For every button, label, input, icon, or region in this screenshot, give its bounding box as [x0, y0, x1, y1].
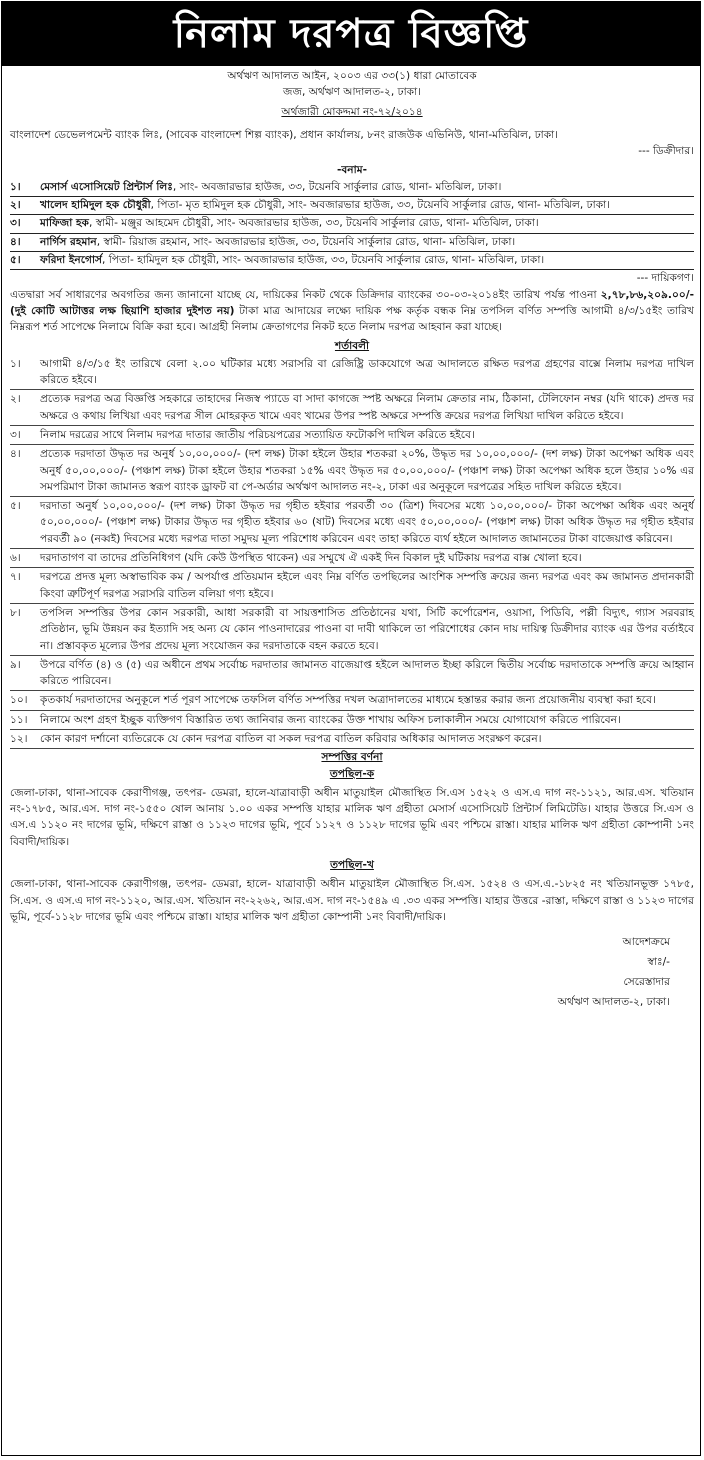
condition-text: আগামী ৪/৩/১৫ ইং তারিখে বেলা ২.০০ ঘটিকার মধ্যে সরাসরি বা রেজিষ্ট্রি ডাকযোগে অত্র আদালতে রক্ষিত দরপত্র গ্রহণের বাক্সে নিলাম দরপত্র দাখিল করিতে হইবে। — [40, 357, 694, 387]
condition-number: ১২। — [10, 732, 28, 745]
court-act-line: অর্থঋণ আদালত আইন, ২০০৩ এর ৩৩(১) ধারা মোতাবেক — [227, 70, 477, 82]
condition-item — [10, 390, 694, 426]
party-details: , স্বামী- রিয়াজ রহমান, সাং- অবজারভার হাউজ, ৩৩, টয়েনবি সার্কুলার রোড, থানা- মতিঝিল, ঢাকা। — [96, 235, 516, 248]
signature-designation: সেরেস্তাদার — [623, 976, 670, 989]
signature-order-line: আদেশক্রমে — [622, 936, 670, 949]
condition-text: প্রত্যেক দরপত্র অত্র বিজ্ঞপ্তি সহকারে তাহাদের নিজস্ব প্যাডে বা সাদা কাগজে স্পষ্ট অক্ষরে নিলাম ক্রেতার নাম, ঠিকানা, টেলিফোন নম্বর (যদি থাকে) প্রদত্ত দর অক্ষরে ও কথায় লিখিয়া এবং দরপত্র সীল মোহরকৃত খামে এবং খামের উপর স্পষ্ট অক্ষরে সম্পত্তি ক্রয়ের দরপত্র লিখিয়া দাখিল করিতে হইবে। — [40, 393, 694, 422]
court-name-line: জজ, অর্থঋণ আদালত-২, ঢাকা। — [283, 86, 421, 99]
condition-item — [10, 730, 694, 749]
notice-paragraph — [10, 287, 694, 336]
notice-title-banner: নিলাম দরপত্র বিজ্ঞপ্তি — [2, 2, 700, 66]
party-item — [10, 215, 694, 233]
party-name: মেসার্স এসোসিয়েট প্রিন্টার্স লিঃ — [40, 180, 173, 193]
party-number: ২। — [10, 199, 21, 212]
versus-label: -বনাম- — [337, 164, 367, 177]
signature-court: অর্থঋণ আদালত-২, ঢাকা। — [557, 996, 670, 1009]
condition-number: ১১। — [10, 713, 28, 726]
party-item — [10, 234, 694, 252]
condition-text: প্রত্যেক দরদাতা উদ্ধৃত দর অনুর্ধ ১০,০০,০০০/- (দশ লক্ষ) টাকা হইলে উহার শতকরা ২০%, উদ্ধৃত দর ১০,০০,০০০/- (দশ লক্ষ) টাকা অপেক্ষা অধিক এবং অনুর্ধ ৫০,০০,০০০/- (পঞ্চাশ লক্ষ) টাকা হইলে উহার শতকরা ১৫% এবং উদ্ধৃত দর ৫০,০০,০০০/- (পঞ্চাশ লক্ষ) টাকা অপেক্ষা অধিক হলে উহার ১০% এর সমপরিমাণ টাকা জামানত স্বরূপ ব্যাংক ড্রাফট বা পে-অর্ডার অর্থঋণ আদালত নং-২, ঢাকা এর অনুকূলে দরপত্রের সহিত দাখিল করিতে হইবে। — [40, 448, 694, 493]
notice-amount: ২,৭৮,৮৬,২০৯.০০/- (দুই কোটি আটাত্তর লক্ষ ছিয়াশি হাজার দুইশত নয়) — [10, 288, 694, 317]
party-name: খালেদ হামিদুল হক চৌধুরী — [40, 199, 151, 212]
condition-number: ৬। — [10, 552, 21, 565]
tender-notice-page — [1, 1, 701, 1456]
condition-item — [10, 426, 694, 445]
condition-item — [10, 497, 694, 549]
conditions-title: শর্তাবলী — [334, 340, 370, 353]
condition-item — [10, 549, 694, 568]
condition-text: দরদাতাগণ বা তাদের প্রতিনিধিগণ (যদি কেউ উপস্থিত থাকেন) এর সম্মুখে ঐ একই দিন বিকাল দুই ঘটিকায় দরপত্র বাক্স খোলা হবে। — [40, 552, 582, 565]
schedule-a-text: জেলা-ঢাকা, থানা-সাবেক কেরাণীগঞ্জ, তৎপর- ডেমরা, হালে-যাত্রাবাড়ী অধীন মাতুয়াইল মৌজাস্থিত সি.এস ১৫২২ ও এস.এ দাগ নং-১১২১, আর.এস. খতিয়ান নং-১৭৮৫, আর.এস. দাগ নং-১৫৫০ ষোল আনায় ১.০০ একর সম্পত্তি যাহার মালিক ঋণ গ্রহীতা মেসার্স এসোসিয়েট প্রিন্টার্স লিমিটেডি। যাহার উত্তরে সি.এস ও এস.এ ১১২০ নং দাগের ভূমি, দক্ষিণে রাস্তা ও ১১২৩ দাগের ভূমি, পূর্বে ১১২৭ ও ১১২৮ দাগের ভূমি এবং পশ্চিমে রাস্তা। যাহার মালিক ঋণ গ্রহীতা কোম্পানী ১নং বিবাদী/দায়িক। — [10, 786, 694, 848]
notice-text-part1: এতদ্বারা সর্ব সাধারণের অবগতির জন্য জানানো যাচ্ছে যে, দায়িকের নিকট থেকে ডিক্রিদার ব্যাংকের ৩০-০৩-২০১৪ইং তারিখ পর্যন্ত পাওনা — [10, 288, 601, 301]
schedule-b-text: জেলা-ঢাকা, থানা-সাবেক কেরাণীগঞ্জ, তৎপর- ডেমরা, হালে- যাত্রাবাড়ী অধীন মাতুয়াইল মৌজাস্থিত সি.এস. ১৫২৪ ও এস.এ.-১৮২৫ নং খতিয়ানভূক্ত ১৭৮৫, সি.এস. ও এস.এ দাগ নং-১১২০, আর.এস. খতিয়ান নং-২২৬২, আর.এস. দাগ নং-১৫৪৯ এ .৩৩ একর সম্পত্তি। যাহার উত্তরে -রাস্তা, দক্ষিণে রাস্তা ও ১১২৩ দাগের ভূমি, পূর্বে-১১২৮ দাগের ভূমি এবং পশ্চিমে রাস্তা। যাহার মালিক ঋণ গ্রহীতা কোম্পানী ১নং বিবাদী/দায়িক। — [10, 878, 694, 923]
notice-text-part2: টাকা মাত্র আদায়ের লক্ষ্যে দায়িক পক্ষ কর্তৃক বন্ধক নিম্ন তপসিল বর্ণিত সম্পত্তি আগামী ৪/৩/১৫ইং তারিখ নিম্নরূপ শর্ত সাপেক্ষে নিলামে বিক্রি করা হবে। আগ্রহী নিলাম ক্রেতাগণের নিকট হতে নিলাম দরপত্র আহবান করা যাচ্ছে। — [10, 304, 694, 334]
condition-text: কোন কারণ দর্শানো ব্যতিরেকে যে কোন দরপত্র বাতিল বা সকল দরপত্র বাতিল করিবার অধিকার আদালত সংরক্ষণ করেন। — [40, 732, 542, 745]
signature-sign-line: স্বাঃ/- — [647, 956, 670, 969]
party-name: ফরিদা ইনগোর্স — [40, 253, 103, 266]
condition-item — [10, 568, 694, 604]
case-number: অর্থজারী মোকদ্দমা নং-৭২/২০১৪ — [281, 105, 423, 118]
party-item — [10, 179, 694, 197]
condition-item — [10, 656, 694, 692]
condition-item — [10, 604, 694, 656]
condition-number: ৯। — [10, 658, 21, 671]
condition-text: দরপত্রে প্রদত্ত মূল্য অস্বাভাবিক কম / অপর্যাপ্ত প্রতিয়মান হইলে এবং নিম্ন বর্ণিত তপছিলের আংশিক সম্পত্তি ক্রয়ের জন্য দরপত্র এবং কম জামানত প্রদানকারী কিংবা ত্রুটিপূর্ণ দরপত্র সরাসরি বাতিল বলিয়া গণ্য হইবে। — [40, 571, 694, 600]
signature-block — [10, 932, 694, 1012]
condition-text: উপরে বর্ণিত (৪) ও (৫) এর অধীনে প্রথম সর্বোচ্চ দরদাতার জামানত বাজেয়াপ্ত হইলে আদালত ইচ্ছা করিলে দ্বিতীয় সর্বোচ্চ দরদাতাকে সম্পত্তি ক্রয়ে আহ্বান করিতে পারিবেন। — [40, 658, 694, 688]
parties-list — [10, 179, 694, 270]
party-number: ১। — [10, 180, 21, 193]
condition-item — [10, 711, 694, 730]
condition-text: নিলামে অংশ গ্রহণ ইচ্ছুক ব্যক্তিগণ বিস্তারিত তথ্য জানিবার জন্য ব্যাংকের উক্ত শাখায় অফিস চলাকালীন সময়ে যোগাযোগ করিতে পারিবেন। — [40, 713, 621, 726]
party-number: ৩। — [10, 217, 21, 230]
party-name: মাফিজা হক — [40, 217, 89, 230]
condition-number: ৭। — [10, 571, 21, 584]
decree-holder-label: --- ডিক্রীদার। — [638, 145, 694, 158]
condition-number: ১। — [10, 357, 21, 370]
schedule-a-title: তপছিল-ক — [329, 767, 375, 780]
condition-item — [10, 691, 694, 710]
party-details: , স্বামী- মঞ্জুর আহমেদ চৌধুরী, সাং- অবজারভার হাউজ, ৩৩, টয়েনবি সার্কুলার রোড, থানা- মতিঝিল, ঢাকা। — [88, 217, 539, 230]
party-details: , পিতা- হামিদুল হক চৌধুরী, সাং- অবজারভার হাউজ, ৩৩, টয়েনবি সার্কুলার রোড, থানা- মতিঝিল, ঢাকা। — [102, 253, 545, 266]
condition-text: নিলাম দরত্রের সাথে নিলাম দরপত্র দাতার জাতীয় পরিচয়পত্রের সত্যায়িত ফটোকপি দাখিল করিতে হইবে। — [40, 428, 475, 441]
condition-number: ১০। — [10, 694, 28, 707]
condition-number: ৪। — [10, 448, 21, 461]
party-details: , সাং- অবজারভার হাউজ, ৩৩, টয়েনবি সার্কুলার রোড, থানা- মতিঝিল, ঢাকা। — [172, 180, 502, 193]
condition-text: কৃতকার্য দরদাতাদের অনুকূলে শর্ত পূরণ সাপেক্ষে তফসিল বর্ণিত সম্পত্তির দখল অত্রাদালতের মাধ্যমে হস্তান্তর করার জন্য প্রয়োজনীয় ব্যবস্থা করা হবে। — [40, 694, 656, 707]
decree-holder-text: বাংলাদেশ ডেভেলপমেন্ট ব্যাংক লিঃ, (সাবেক বাংলাদেশ শিল্প ব্যাংক), প্রধান কার্যালয়, ৮নং রাজউক এভিনিউ, থানা-মতিঝিল, ঢাকা। — [10, 128, 559, 141]
party-number: ৫। — [10, 253, 21, 266]
condition-number: ৫। — [10, 500, 21, 513]
party-name: নার্গিস রহমান — [40, 235, 97, 248]
condition-text: দরদাতা অনুর্ধ ১০,০০,০০০/- (দশ লক্ষ) টাকা উদ্ধৃত দর গৃহীত হইবার পরবর্তী ৩০ (ত্রিশ) দিবসের মধ্যে ১০,০০,০০০/- টাকা অপেক্ষা অধিক এবং অনুর্ধ ৫০,০০,০০০/- (পঞ্চাশ লক্ষ) টাকার উদ্ধৃত দর গৃহীত হইবার ৬০ (ষাট) দিবসের মধ্যে এবং ৫০,০০,০০০/- (পঞ্চাশ লক্ষ) টাকা অধিক উদ্ধৃত দর গৃহীত হইবার পরবর্তী ৯০ (নব্বই) দিবসের মধ্যে দরপত্র দাতা সমুদয় মূল্য পরিশোধ করিবেন এবং তাহা করিতে ব্যর্থ হইলে আদালত জামানতের টাকা বাজেয়াপ্ত করিবেন। — [40, 500, 694, 545]
property-title: সম্পত্তির বর্ণনা — [321, 751, 383, 764]
schedule-b-title: তপছিল-খ — [330, 859, 374, 872]
condition-number: ৮। — [10, 606, 21, 619]
condition-text: তপসিল সম্পত্তির উপর কোন সরকারী, আধা সরকারী বা সায়ত্তশাসিত প্রতিষ্ঠানের যথা, সিটি কর্পোরেশন, ওয়াসা, পিডিবি, পল্লী বিদ্যুৎ, গ্যাস সরবরাহ প্রতিষ্ঠান, ভূমি উন্নয়ন কর ইত্যাদি সহ অন্য যে কোন পাওনাদারের পাওনা বা দাবী থাকিলে তা পরিশোধের কোন দায় দায়িত্ব ডিক্রীদার ব্যাংক এর উপর বর্তাইবে না। প্রস্তাবকৃত মূল্যের উপর প্রদেয় মূল্য সংযোজন কর দরদাতাকে বহন করতে হবে। — [40, 606, 694, 652]
party-item — [10, 252, 694, 270]
party-item — [10, 197, 694, 215]
conditions-list — [10, 355, 694, 750]
debtor-label: --- দায়িকগণ। — [636, 272, 694, 285]
condition-item — [10, 355, 694, 391]
condition-item — [10, 445, 694, 497]
condition-number: ২। — [10, 393, 21, 406]
notice-body — [10, 68, 694, 1012]
party-number: ৪। — [10, 235, 21, 248]
party-details: , পিতা- মৃত হামিদুল হক চৌধুরী, সাং- অবজারভার হাউজ, ৩৩, টয়েনবি সার্কুলার রোড, থানা- মতিঝিল, ঢাকা। — [150, 199, 610, 212]
condition-number: ৩। — [10, 428, 21, 441]
